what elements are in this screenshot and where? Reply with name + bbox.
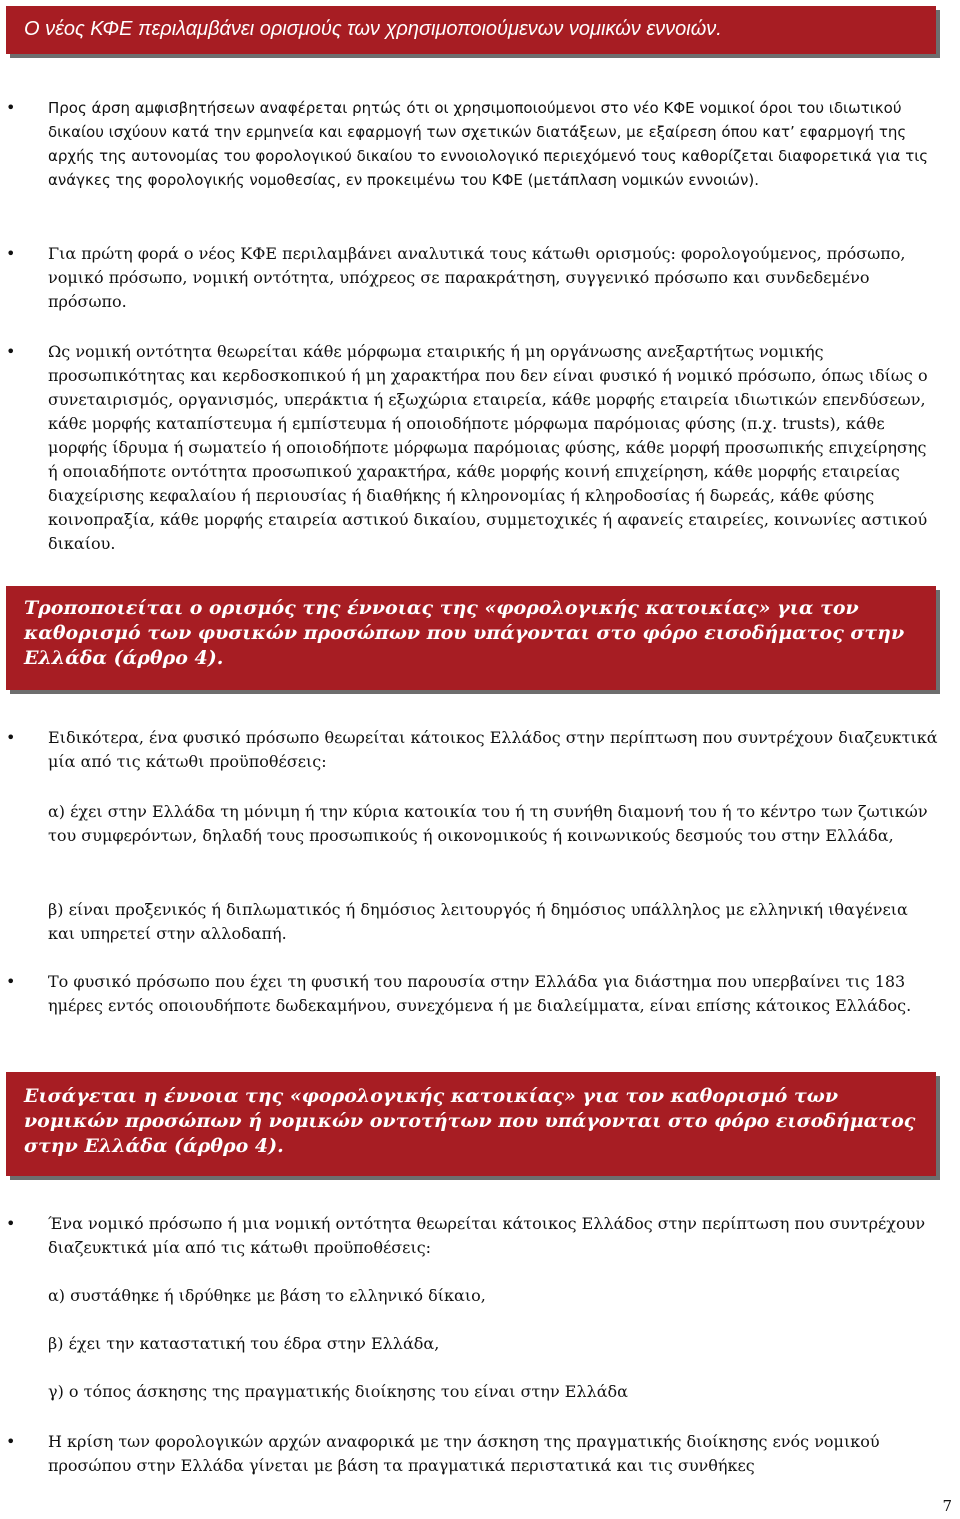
condition-a: α) έχει στην Ελλάδα τη μόνιμη ή την κύρια κατοικία του ή τη συνήθη διαμονή του ή το κέντρο των ζωτικών του συμφερόντων, δηλαδή τους προσωπικούς ή οικονομικούς ή κοινωνικούς δεσμούς του στην Ελλάδα, (48, 802, 928, 845)
condition-b: β) είναι προξενικός ή διπλωματικός ή δημόσιος λειτουργός ή δημόσιος υπάλληλος με ελληνική ιθαγένεια και υπηρετεί στην αλλοδαπή. (48, 900, 908, 943)
bullet-icon: • (6, 244, 16, 263)
paragraph-legal-entity: Ως νομική οντότητα θεωρείται κάθε μόρφωμα εταιρικής ή μη οργάνωσης ανεξαρτήτως νομικής προσωπικότητας και κερδοσκοπικού ή μη χαρακτήρα που δεν είναι φυσικό ή νομικό πρόσωπο, όπως ιδίως ο συνεταιρισμός, οργανισμός, υπεράκτια ή εξωχώρια εταιρεία, κάθε μορφής εταιρεία ιδιωτικών επενδύσεων, κάθε μορφής καταπίστευμα ή εμπίστευμα ή οποιοδήποτε μόρφωμα παρόμοιας φύσης (π.χ. trusts), κάθε μορφής ίδρυμα ή σωματείο ή οποιοδήποτε μόρφωμα παρόμοιας φύσης, κάθε μορφή προσωπικής επιχείρησης ή οποιαδήποτε οντότητα προσωπικού χαρακτήρα, κάθε μορφής κοινή επιχείρηση, κάθε μορφής εταιρείας διαχείρισης κεφαλαίου ή περιουσίας ή διαθήκης ή κληρονομίας ή κληροδοσίας ή δωρεάς, κάθε φύσης κοινοπραξία, κάθε μορφής εταιρεία αστικού δικαίου, συμμετοχικές ή αφανείς εταιρείες, κοινωνίες αστικού δικαίου. (48, 342, 928, 553)
bullet-icon: • (6, 1214, 16, 1233)
condition-a: α) συστάθηκε ή ιδρύθηκε με βάση το ελληνικό δίκαιο, (48, 1286, 486, 1305)
condition-c: γ) ο τόπος άσκησης της πραγματικής διοίκησης του είναι στην Ελλάδα (48, 1382, 628, 1401)
bullet-icon: • (6, 98, 16, 117)
paragraph-legal-terms: Προς άρση αμφισβητήσεων αναφέρεται ρητώς ότι οι χρησιμοποιούμενοι στο νέο ΚΦΕ νομικοί όροι του ιδιωτικού δικαίου ισχύουν κατά την ερμηνεία και εφαρμογή των σχετικών διατάξεων, με εξαίρεση όπου κατ’ εφαρμογή της αρχής της αυτονομίας του φορολογικού δικαίου το εννοιολογικό περιεχόμενό τους καθορίζεται διαφορετικά για τις ανάγκες της φορολογικής νομοθεσίας, εν προκειμένω του ΚΦΕ (μετάπλαση νομικών εννοιών). (48, 99, 929, 189)
bullet-icon: • (6, 1432, 16, 1451)
paragraph-183-days: Το φυσικό πρόσωπο που έχει τη φυσική του παρουσία στην Ελλάδα για διάστημα που υπερβαίνει τις 183 ημέρες εντός οποιουδήποτε δωδεκαμήνου, συνεχόμενα ή με διαλείμματα, είναι επίσης κάτοικος Ελλάδος. (48, 972, 912, 1015)
banner-title: Τροποποιείται ο ορισμός της έννοιας της «φορολογικής κατοικίας» για τον καθορισμό των φυσικών προσώπων που υπάγονται στο φόρο εισοδήματος στην Ελλάδα (άρθρο 4). (24, 597, 905, 669)
paragraph-definitions-list: Για πρώτη φορά ο νέος ΚΦΕ περιλαμβάνει αναλυτικά τους κάτωθι ορισμούς: φορολογούμενος, πρόσωπο, νομικό πρόσωπο, νομική οντότητα, υπόχρεος σε παρακράτηση, συγγενικό πρόσωπο και συνδεδεμένο πρόσωπο. (48, 244, 906, 311)
section-banner-legal-persons (6, 1072, 936, 1176)
banner-title: Ο νέος ΚΦΕ περιλαμβάνει ορισμούς των χρησιμοποιούμενων νομικών εννοιών. (24, 18, 722, 40)
paragraph-legal-person-residency: Ένα νομικό πρόσωπο ή μια νομική οντότητα θεωρείται κάτοικος Ελλάδος στην περίπτωση που συντρέχουν διαζευκτικά μία από τις κάτωθι προϋποθέσεις: (48, 1214, 926, 1257)
bullet-icon: • (6, 728, 16, 747)
page-number: 7 (942, 1497, 952, 1515)
section-banner-natural-persons (6, 586, 936, 690)
section-banner-legal-definitions (6, 6, 936, 54)
condition-b: β) έχει την καταστατική του έδρα στην Ελλάδα, (48, 1334, 440, 1353)
bullet-icon: • (6, 972, 16, 991)
bullet-icon: • (6, 342, 16, 361)
paragraph-effective-management: Η κρίση των φορολογικών αρχών αναφορικά με την άσκηση της πραγματικής διοίκησης ενός νομικού προσώπου στην Ελλάδα γίνεται με βάση τα πραγματικά περιστατικά και τις συνθήκες (48, 1432, 880, 1475)
banner-title: Εισάγεται η έννοια της «φορολογικής κατοικίας» για τον καθορισμό των νομικών προσώπων ή νομικών οντοτήτων που υπάγονται στο φόρο εισοδήματος στην Ελλάδα (άρθρο 4). (24, 1085, 916, 1157)
paragraph-natural-person-residency: Ειδικότερα, ένα φυσικό πρόσωπο θεωρείται κάτοικος Ελλάδος στην περίπτωση που συντρέχουν διαζευκτικά μία από τις κάτωθι προϋποθέσεις: (48, 728, 938, 771)
